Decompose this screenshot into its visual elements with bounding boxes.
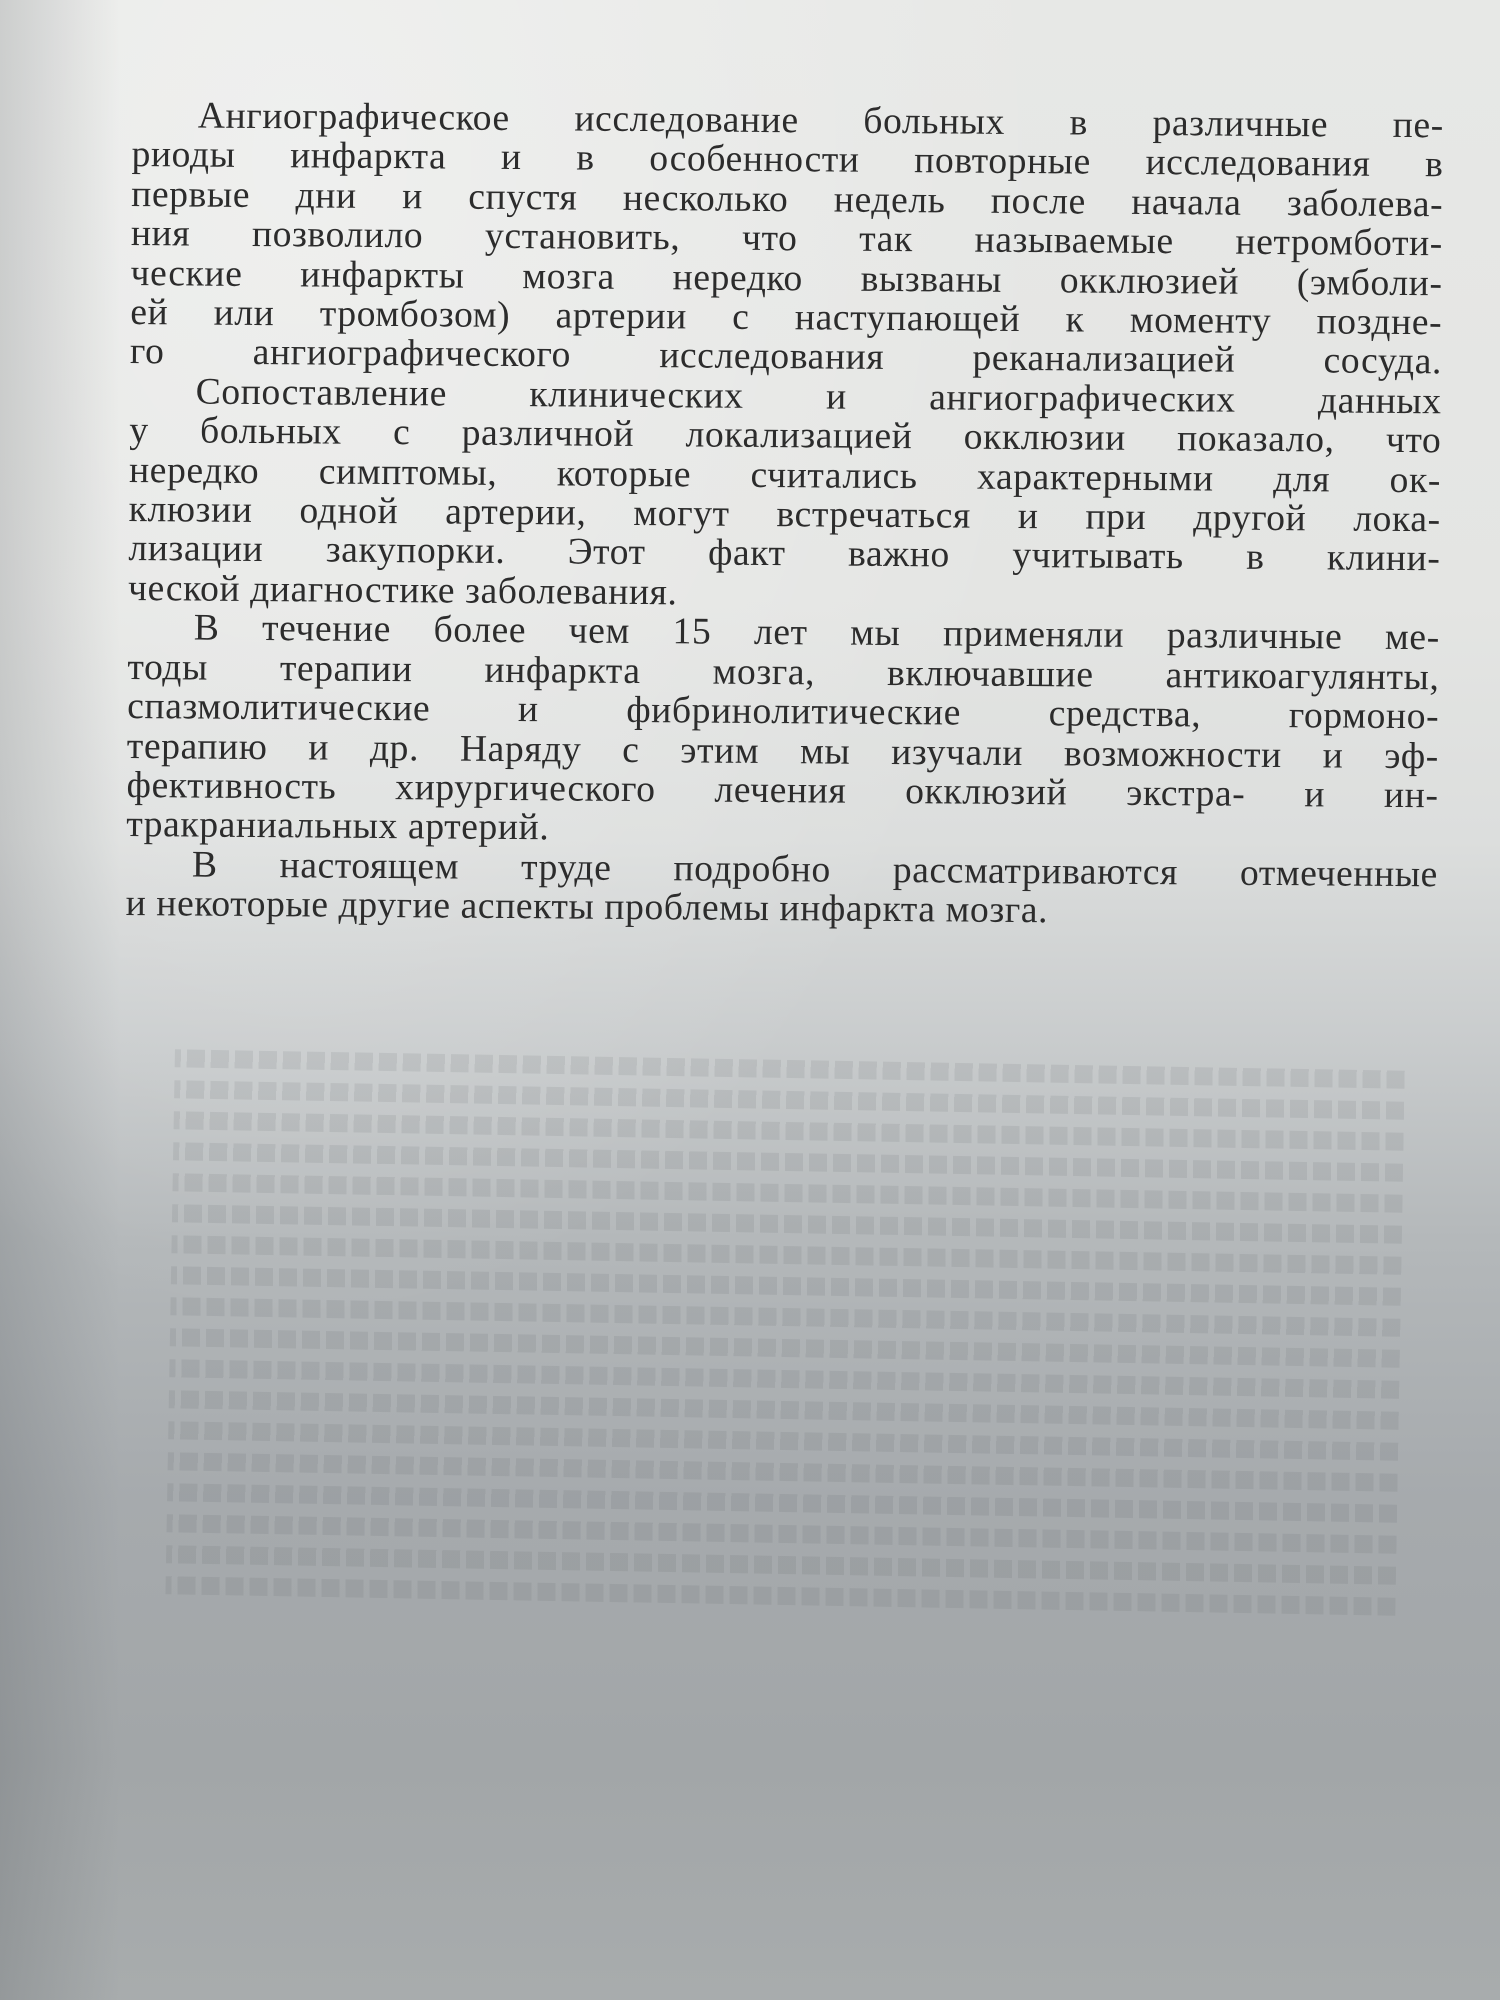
- text-line: В настоящем труде подробно рассматриваются отмеченные: [191, 844, 1439, 895]
- text-line: первые дни и спустя несколько недель после начала заболева-: [131, 173, 1444, 226]
- text-line: В течение более чем 15 лет мы применяли различные ме-: [193, 607, 1440, 659]
- text-line: тоды терапии инфаркта мозга, включавшие антикоагулянты,: [127, 646, 1440, 698]
- text-line: клюзии одной артерии, могут встречаться и при другой лока-: [128, 489, 1441, 541]
- text-line: ческой диагностике заболевания.: [127, 567, 678, 614]
- text-line: тракраниальных артерий.: [126, 804, 550, 849]
- text-line: терапию и др. Наряду с этим мы изучали возможности и эф-: [126, 725, 1440, 777]
- paragraph-2: [128, 372, 1442, 619]
- text-line: нередко симптомы, которые считались характерными для ок-: [128, 449, 1442, 501]
- paragraph-3: [126, 608, 1440, 855]
- text-line: риоды инфаркта и в особенности повторные исследования в: [131, 134, 1444, 186]
- text-line: Ангиографическое исследование больных в различные пе-: [197, 95, 1444, 147]
- text-line: Сопоставление клинических и ангиографических данных: [195, 371, 1442, 423]
- text-line: ния позволило установить, что так называемые нетромботи-: [130, 213, 1444, 265]
- page-shadow: [0, 0, 120, 2000]
- text-line: у больных с различной локализацией окклюзии показало, что: [129, 410, 1442, 462]
- text-line: го ангиографического исследования реканализацией сосуда.: [129, 331, 1443, 383]
- text-line: ей или тромбозом) артерии с наступающей к моменту поздне-: [130, 292, 1443, 344]
- text-line: и некоторые другие аспекты проблемы инфаркта мозга.: [125, 883, 1049, 932]
- text-line: фективность хирургического лечения окклюзий экстра- и ин-: [126, 764, 1439, 817]
- page-text: [126, 96, 1444, 934]
- text-line: ческие инфаркты мозга нередко вызваны окклюзией (эмболи-: [130, 252, 1443, 304]
- text-line: лизации закупорки. Этот факт важно учитывать в клини-: [128, 528, 1441, 580]
- paragraph-1: [130, 96, 1444, 382]
- paragraph-4: [126, 845, 1439, 934]
- show-through-text: [165, 1049, 1405, 1628]
- text-line: спазмолитические и фибринолитические средства, гормоно-: [127, 686, 1440, 738]
